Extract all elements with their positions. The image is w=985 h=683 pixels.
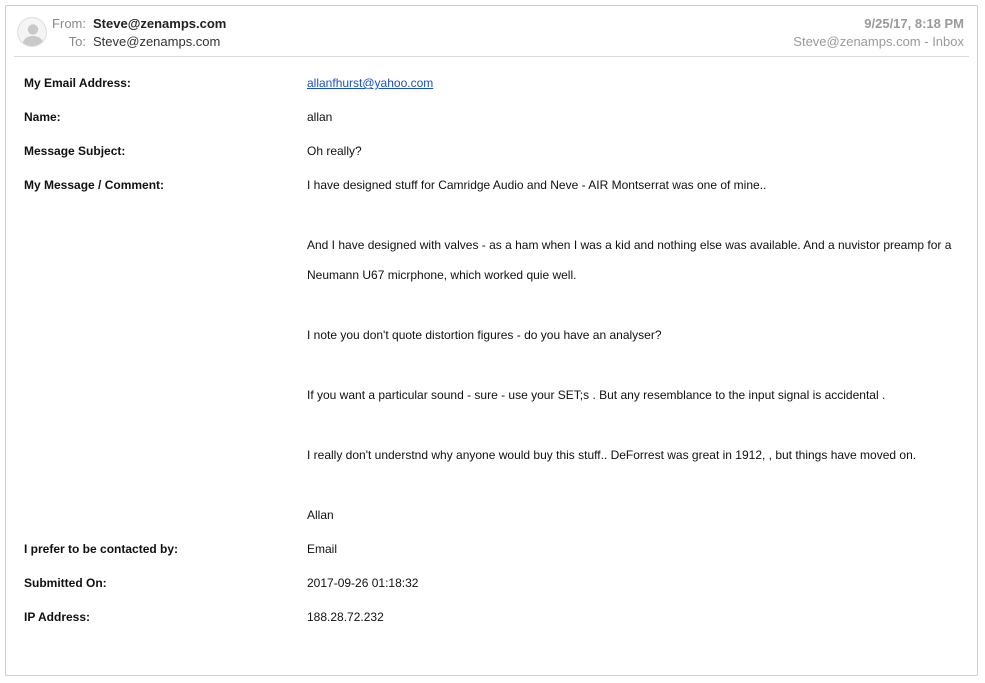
ip-address-value: 188.28.72.232: [307, 610, 384, 624]
submitted-on-label: Submitted On:: [24, 576, 107, 590]
from-address[interactable]: Steve@zenamps.com: [93, 16, 227, 31]
email-message-pane: [5, 5, 978, 676]
message-line: Neumann U67 micrphone, which worked quie well.: [307, 268, 577, 282]
from-label: From:: [52, 16, 86, 31]
message-line: And I have designed with valves - as a ham when I was a kid and nothing else was available. And a nuvistor preamp for a: [307, 238, 952, 252]
message-line: If you want a particular sound - sure - use your SET;s . But any resemblance to the input signal is accidental .: [307, 388, 886, 402]
message-date: 9/25/17, 8:18 PM: [864, 16, 964, 31]
name-value: allan: [307, 110, 333, 124]
email-address-link[interactable]: allanfhurst@yahoo.com: [307, 76, 434, 90]
contact-preference-label: I prefer to be contacted by:: [24, 542, 179, 556]
name-label: Name:: [24, 110, 61, 124]
message-line: I have designed stuff for Camridge Audio and Neve - AIR Montserrat was one of mine..: [307, 178, 767, 192]
contact-preference-value: Email: [307, 542, 338, 556]
message-line: I really don't understnd why anyone would buy this stuff.. DeForrest was great in 1912, , but things have moved on.: [307, 448, 917, 462]
email-header: [6, 6, 977, 58]
to-address[interactable]: Steve@zenamps.com: [93, 34, 221, 49]
message-label: My Message / Comment:: [24, 178, 165, 192]
subject-value: Oh really?: [307, 144, 362, 158]
email-address-label: My Email Address:: [24, 76, 131, 90]
subject-label: Message Subject:: [24, 144, 126, 158]
message-line: I note you don't quote distortion figures - do you have an analyser?: [307, 328, 662, 342]
ip-address-label: IP Address:: [24, 610, 91, 624]
message-signature: Allan: [307, 508, 334, 522]
mailbox-location: Steve@zenamps.com - Inbox: [793, 34, 964, 49]
to-label: To:: [68, 34, 86, 49]
submitted-on-value: 2017-09-26 01:18:32: [307, 576, 419, 590]
header-divider: [14, 56, 969, 57]
